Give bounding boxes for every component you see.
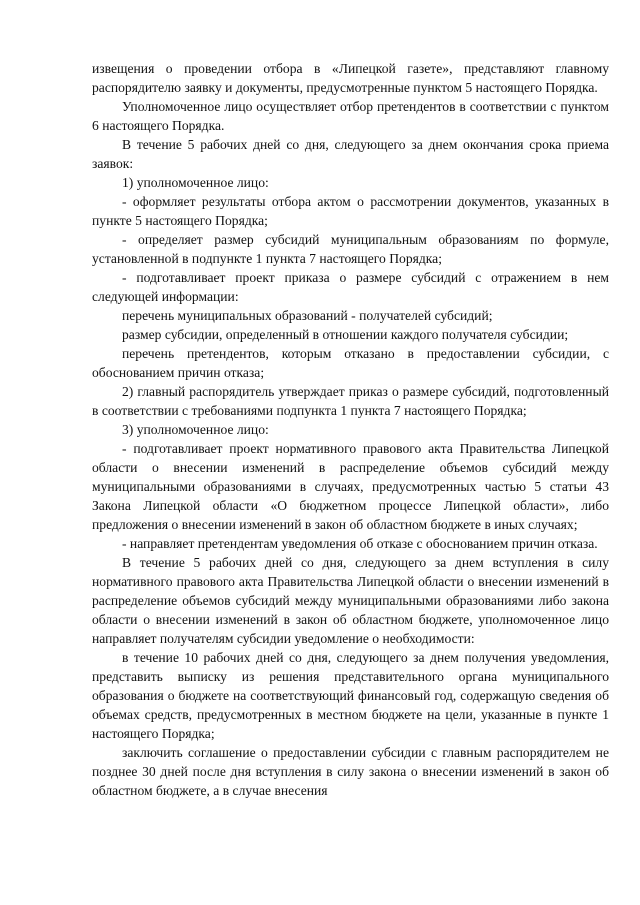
paragraph-5: - оформляет результаты отбора актом о рассмотрении документов, указанных в пункте 5 настоящего Порядка; xyxy=(92,194,609,228)
paragraph-11: 2) главный распорядитель утверждает приказ о размере субсидий, подготовленный в соответствии с требованиями подпункта 1 пункта 7 настоящего Порядка; xyxy=(92,384,609,418)
document-page xyxy=(92,59,609,800)
paragraph-8: перечень муниципальных образований - получателей субсидий; xyxy=(122,308,493,323)
paragraph-2: Уполномоченное лицо осуществляет отбор претендентов в соответствии с пунктом 6 настоящего Порядка. xyxy=(92,99,609,133)
paragraph-4: 1) уполномоченное лицо: xyxy=(122,175,269,190)
paragraph-13: - подготавливает проект нормативного правового акта Правительства Липецкой области о внесении изменений в распределение объемов субсидий между муниципальными образованиями в случаях, предусмотренных частью 5 статьи 43 Закона Липецкой области «О бюджетном процессе Липецкой области», либо предложения о внесении изменений в закон об областном бюджете в иных случаях; xyxy=(92,441,609,532)
paragraph-17: заключить соглашение о предоставлении субсидии с главным распорядителем не позднее 30 дней после дня вступления в силу закона о внесении изменений в закон об областном бюджете, а в случае внесения xyxy=(92,745,609,798)
paragraph-7: - подготавливает проект приказа о размере субсидий с отражением в нем следующей информации: xyxy=(92,270,609,304)
paragraph-14: - направляет претендентам уведомления об отказе с обоснованием причин отказа. xyxy=(122,536,598,551)
paragraph-6: - определяет размер субсидий муниципальным образованиям по формуле, установленной в подпункте 1 пункта 7 настоящего Порядка; xyxy=(92,232,609,266)
paragraph-1: извещения о проведении отбора в «Липецкой газете», представляют главному распорядителю заявку и документы, предусмотренные пунктом 5 настоящего Порядка. xyxy=(92,61,609,95)
paragraph-12: 3) уполномоченное лицо: xyxy=(122,422,269,437)
paragraph-16: в течение 10 рабочих дней со дня, следующего за днем получения уведомления, представить выписку из решения представительного органа муниципального образования о бюджете на соответствующий финансовый год, содержащую сведения об объемах средств, предусмотренных в местном бюджете на цели, указанные в пункте 1 настоящего Порядка; xyxy=(92,650,609,741)
paragraph-15: В течение 5 рабочих дней со дня, следующего за днем вступления в силу нормативного правового акта Правительства Липецкой области о внесении изменений в распределение объемов субсидий между муниципальными образованиями либо закона области о внесении изменений в закон об областном бюджете, уполномоченное лицо направляет получателям субсидии уведомление о необходимости: xyxy=(92,555,609,646)
paragraph-10: перечень претендентов, которым отказано в предоставлении субсидии, с обоснованием причин отказа; xyxy=(92,346,609,380)
paragraph-3: В течение 5 рабочих дней со дня, следующего за днем окончания срока приема заявок: xyxy=(92,137,609,171)
paragraph-9: размер субсидии, определенный в отношении каждого получателя субсидии; xyxy=(122,327,569,342)
